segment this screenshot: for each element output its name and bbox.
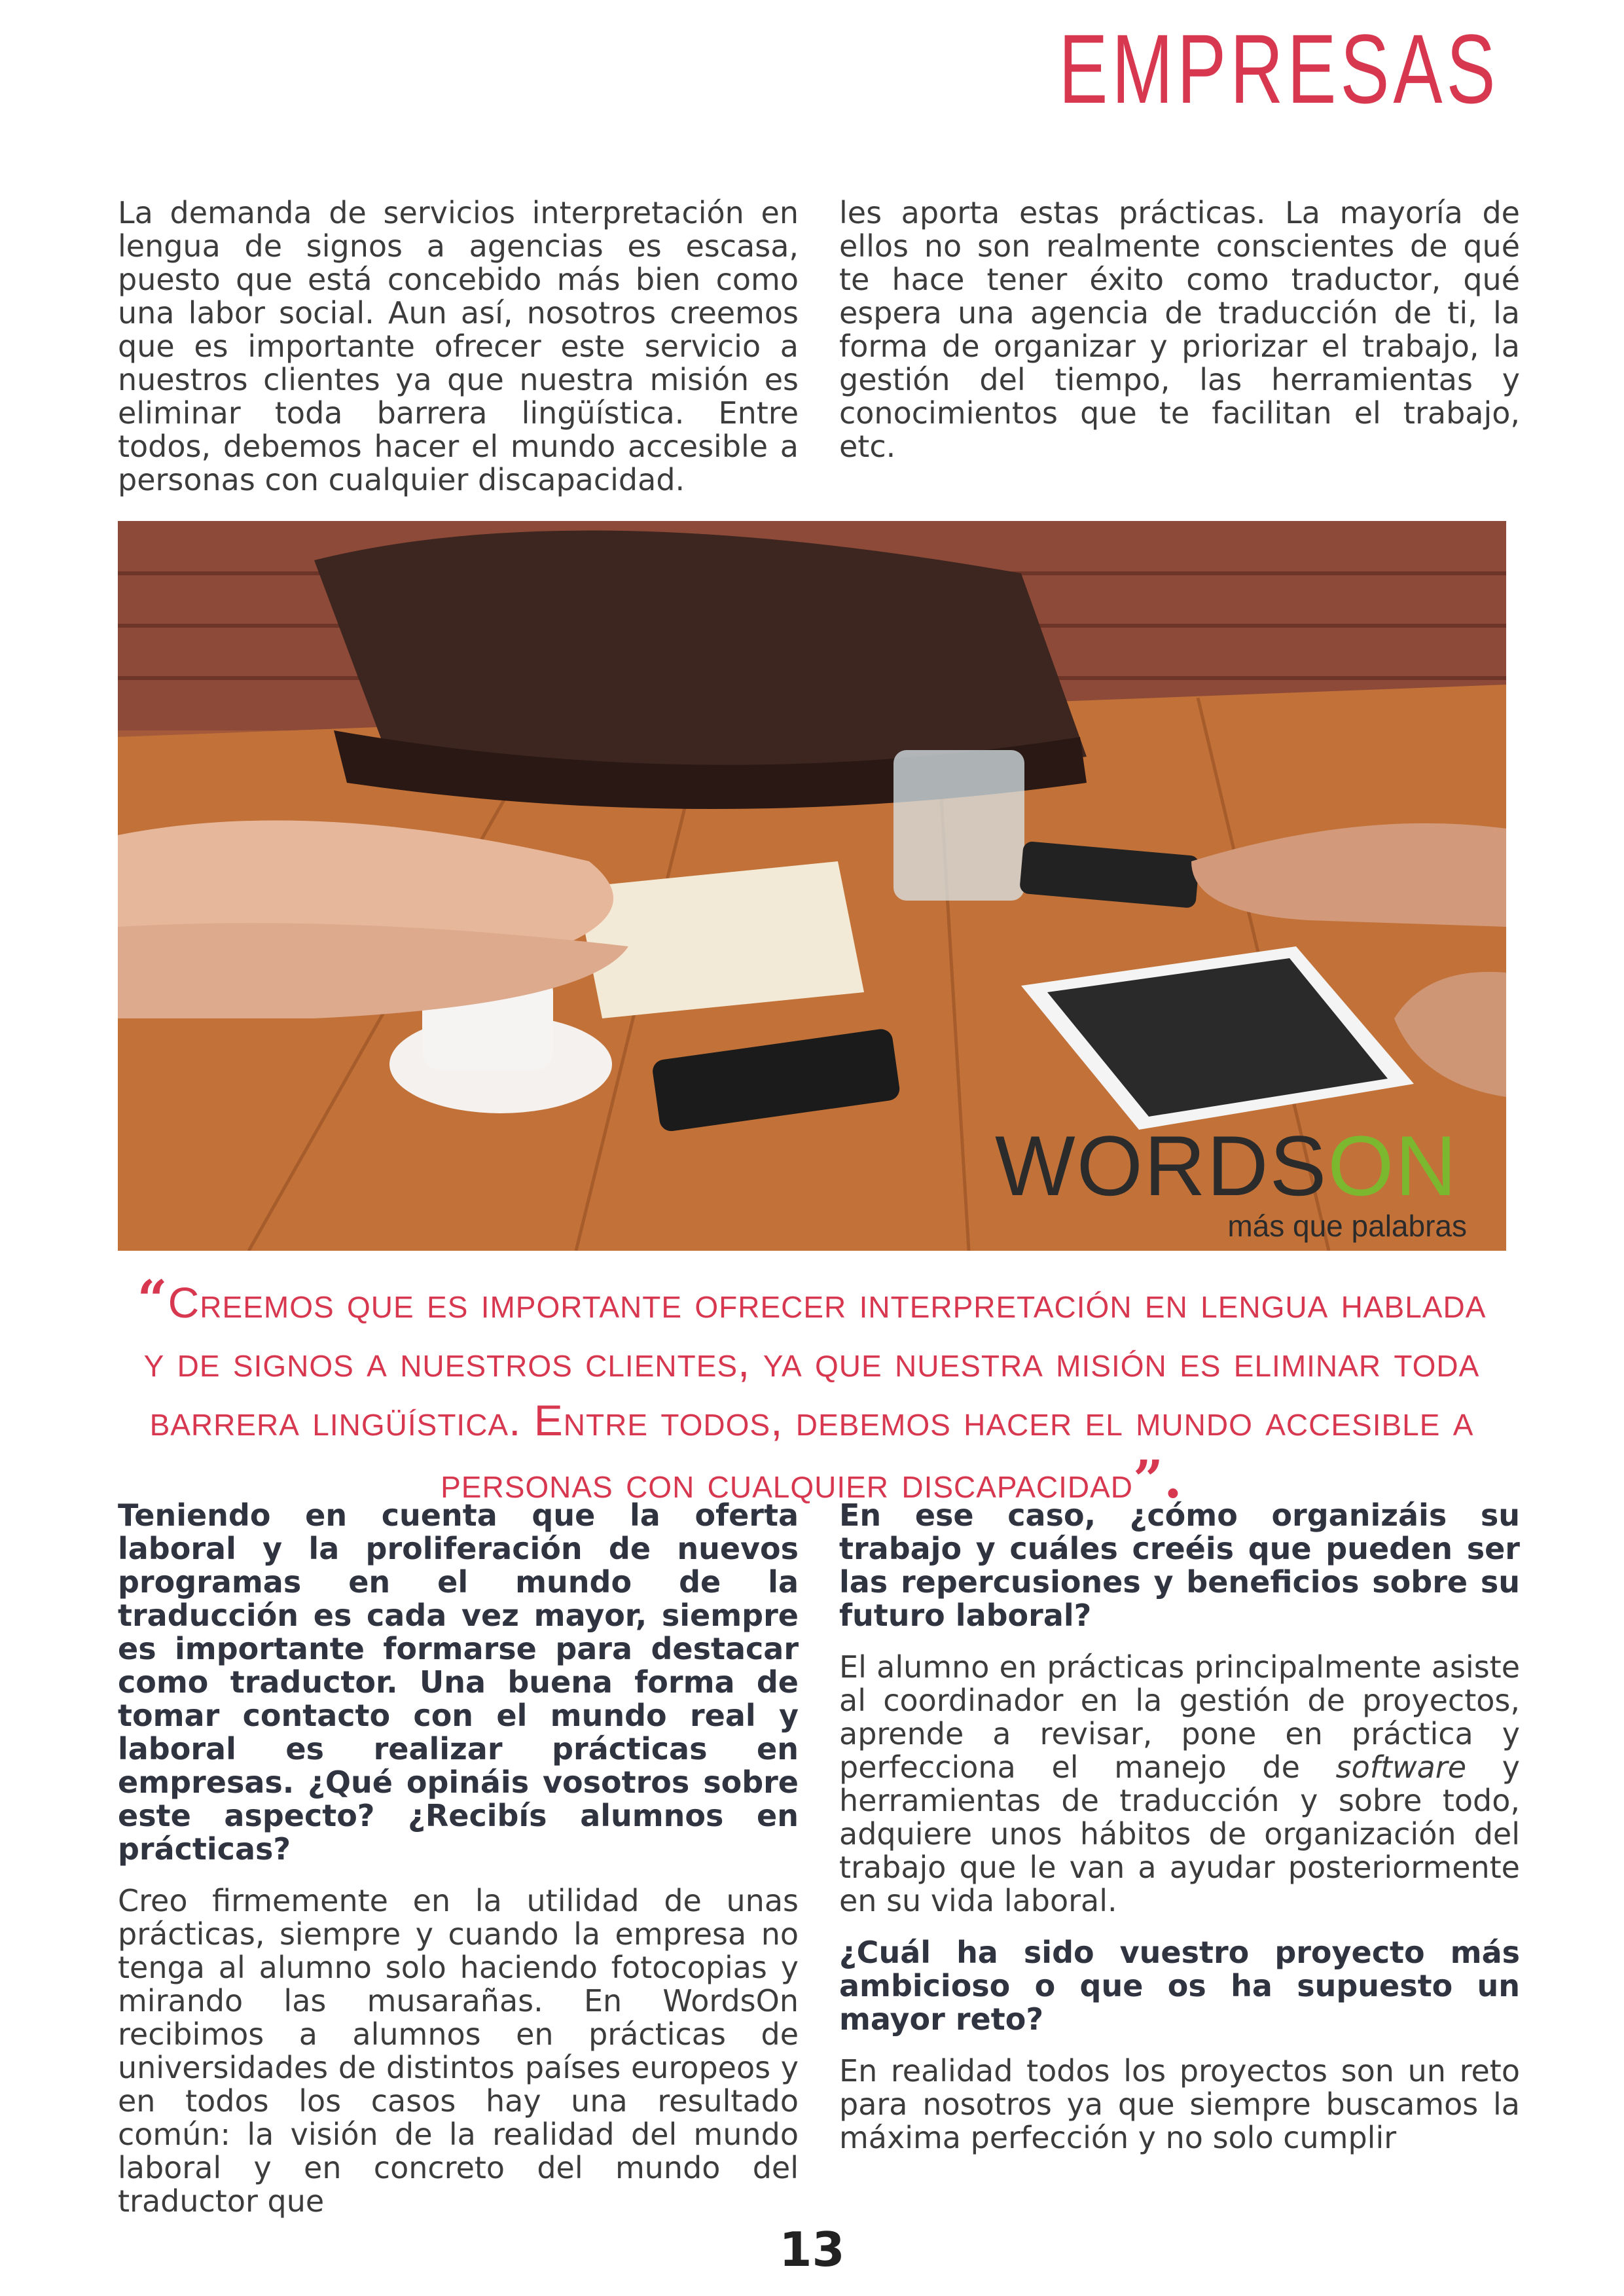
- answer-organization-italic: software: [1335, 1749, 1467, 1785]
- answer-challenge: En realidad todos los proyectos son un reto para nosotros ya que siempre buscamos la máxima perfección y no solo cumplir: [839, 2053, 1520, 2155]
- answer-organization: [839, 1651, 1520, 1918]
- logo-words: WORDS: [995, 1118, 1328, 1213]
- meeting-photo: [118, 521, 1506, 1251]
- page-number: 13: [779, 2222, 845, 2277]
- answer-organization-text-2: y herramientas de traducción y sobre todo, adquiere unos hábitos de organización del trabajo que le van a ayudar posteriormente en su vida laboral.: [839, 1749, 1520, 1918]
- interview-right-column: [839, 1499, 1520, 2173]
- quote-text: Creemos que es importante ofrecer interpretación en lengua hablada y de signos a nuestros clientes, ya que nuestra misión es eliminar toda barrera lingüística. Entre todos, debemos hacer el mundo accesible a personas con cualquier discapacidad: [143, 1278, 1487, 1507]
- intro-left-column: [118, 196, 799, 515]
- intro-left-text: La demanda de servicios interpretación en lengua de signos a agencias es escasa, puesto que está concebido más bien como una labor social. Aun así, nosotros creemos que es importante ofrecer este servicio a nuestros clientes ya que nuestra misión es eliminar toda barrera lingüística. Entre todos, debemos hacer el mundo accesible a personas con cualquier discapacidad.: [118, 195, 799, 497]
- question-organization: En ese caso, ¿cómo organizáis su trabajo y cuáles creéis que pueden ser las repercusiones y beneficios sobre su futuro laboral?: [839, 1498, 1520, 1633]
- interview-left-column: [118, 1499, 799, 2236]
- answer-organization-text-1: El alumno en prácticas principalmente asiste al coordinador en la gestión de proyectos, aprende a revisar, pone en práctica y perfecciona el manejo de: [839, 1649, 1520, 1785]
- pull-quote: [124, 1270, 1499, 1512]
- logo-tagline: más que palabras: [1227, 1209, 1467, 1243]
- logo-on: ON: [1327, 1118, 1458, 1213]
- question-internships: Teniendo en cuenta que la oferta laboral y la proliferación de nuevos programas en el mundo de la traducción es cada vez mayor, siempre es importante formarse para destacar como traductor. Una buena forma de tomar contacto con el mundo real y laboral es realizar prácticas en empresas. ¿Qué opináis vosotros sobre este aspecto? ¿Recibís alumnos en prácticas?: [118, 1498, 799, 1867]
- wordson-logo: [995, 1118, 1458, 1213]
- answer-internships: Creo firmemente en la utilidad de unas prácticas, siempre y cuando la empresa no tenga al alumno solo haciendo fotocopias y mirando las musarañas. En WordsOn recibimos a alumnos en prácticas de universidades de distintos países europeos y en todos los casos hay una resultado común: la visión de la realidad del mundo laboral y en concreto del mundo del traductor que: [118, 1883, 799, 2219]
- quote-close-mark: ”.: [1133, 1448, 1183, 1510]
- section-title: EMPRESAS: [1058, 14, 1500, 124]
- intro-right-text: les aporta estas prácticas. La mayoría de ellos no son realmente conscientes de qué te hace tener éxito como traductor, qué espera una agencia de traducción de ti, la forma de organizar y priorizar el trabajo, la gestión del tiempo, las herramientas y conocimientos que te facilitan el trabajo, etc.: [839, 195, 1520, 464]
- quote-open-mark: “: [137, 1268, 168, 1330]
- intro-right-column: [839, 196, 1520, 482]
- question-challenge: ¿Cuál ha sido vuestro proyecto más ambicioso o que os ha supuesto un mayor reto?: [839, 1935, 1520, 2037]
